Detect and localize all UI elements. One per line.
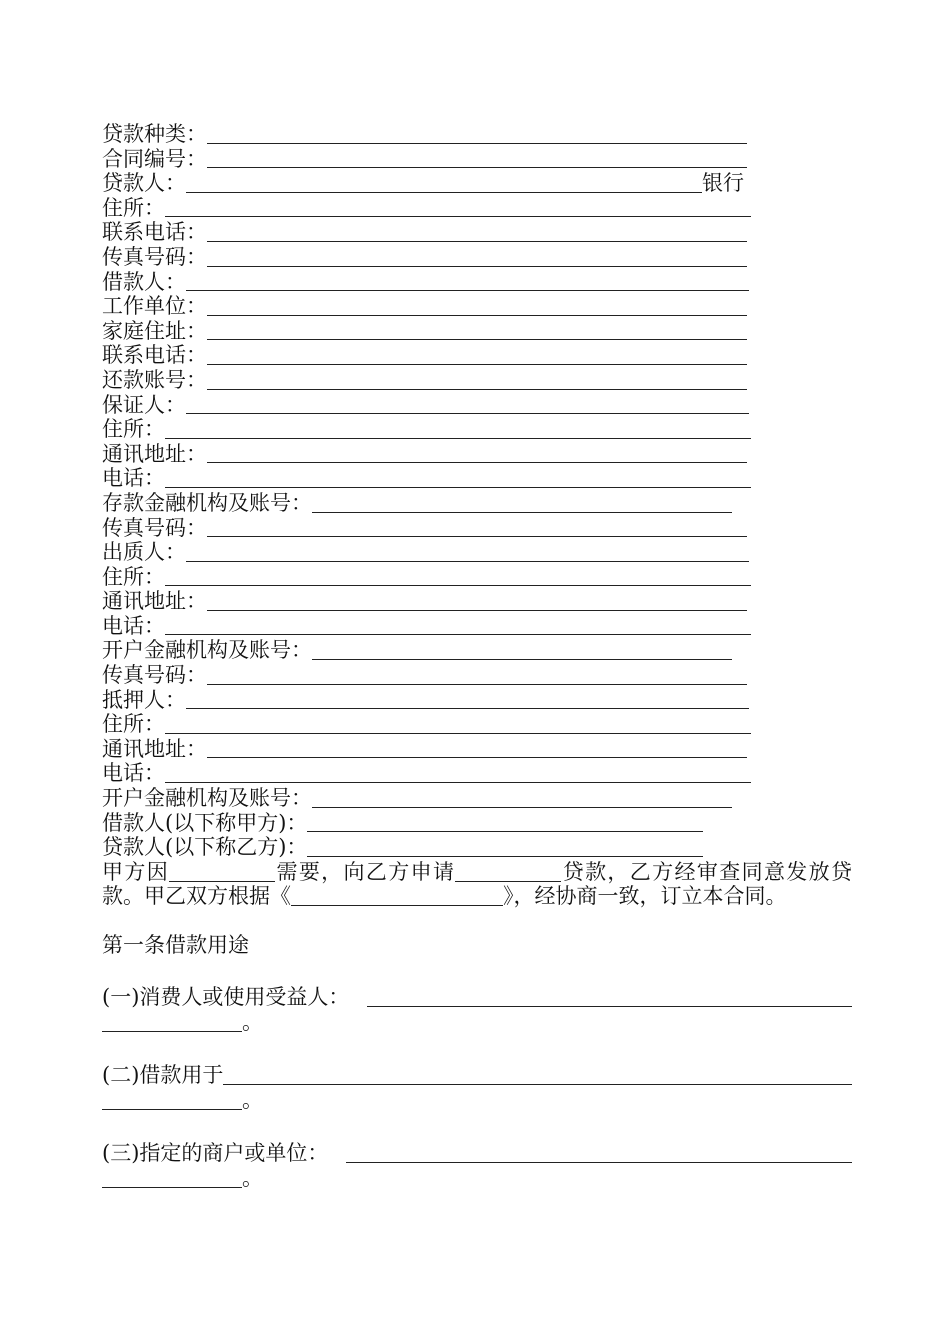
item-label: (三)指定的商户或单位： [102, 1141, 329, 1165]
field-lender-phone [102, 220, 852, 245]
fill-blank[interactable] [223, 1066, 852, 1085]
fill-blank[interactable] [207, 371, 747, 390]
item-end: 。 [242, 1009, 263, 1034]
fill-blank[interactable] [207, 125, 747, 144]
field-mortgagor-phone [102, 761, 852, 786]
fill-blank[interactable] [207, 346, 747, 365]
field-label: 住所： [102, 417, 165, 442]
fill-blank[interactable] [165, 198, 751, 217]
field-guarantor-mailing [102, 442, 852, 467]
intro-text-3: 贷款，乙方经审查同意发放贷款。甲乙双方根据《 [102, 859, 853, 909]
field-label: 合同编号： [102, 146, 207, 171]
fill-blank[interactable] [207, 297, 747, 316]
field-guarantor-address [102, 417, 852, 442]
field-repayment-account [102, 368, 852, 393]
field-label: 住所： [102, 195, 165, 220]
field-label: 电话： [102, 761, 165, 786]
fill-blank[interactable] [207, 149, 747, 168]
field-mortgagor-bank-account [102, 786, 852, 811]
field-label: 借款人： [102, 269, 186, 294]
field-label: 开户金融机构及账号： [102, 786, 312, 811]
fill-blank-continued[interactable] [102, 1013, 242, 1032]
fill-blank[interactable] [312, 494, 732, 513]
intro-paragraph [102, 860, 852, 909]
item-end: 。 [242, 1087, 263, 1112]
field-label: 通讯地址： [102, 589, 207, 614]
field-label: 传真号码： [102, 663, 207, 688]
field-pledgor [102, 540, 852, 565]
field-label: 住所： [102, 712, 165, 737]
field-label: 电话： [102, 466, 165, 491]
field-loan-type [102, 122, 852, 147]
article-1-item-1 [102, 982, 852, 1036]
field-guarantor-fax [102, 516, 852, 541]
fill-blank[interactable] [207, 518, 747, 537]
spacer [102, 909, 852, 933]
field-pledgor-fax [102, 663, 852, 688]
party-info-fields [102, 122, 852, 860]
fill-blank[interactable] [186, 395, 749, 414]
field-label: 通讯地址： [102, 736, 207, 761]
article-1-item-3 [102, 1138, 852, 1192]
fill-blank[interactable] [207, 592, 747, 611]
field-suffix: 银行 [702, 171, 744, 196]
fill-blank[interactable] [207, 321, 747, 340]
intro-text-2: 需要，向乙方申请 [275, 859, 456, 884]
field-label: 抵押人： [102, 687, 186, 712]
fill-blank[interactable] [165, 567, 751, 586]
item-end: 。 [242, 1165, 263, 1190]
spacer [102, 958, 852, 982]
field-contract-number [102, 147, 852, 172]
field-label: 电话： [102, 613, 165, 638]
field-guarantor [102, 393, 852, 418]
field-borrower [102, 270, 852, 295]
fill-blank-purpose[interactable] [169, 863, 275, 882]
contract-page [102, 122, 852, 1192]
fill-blank[interactable] [165, 469, 751, 488]
field-label: 保证人： [102, 392, 186, 417]
fill-blank[interactable] [165, 715, 751, 734]
field-lender-fax [102, 245, 852, 270]
field-label: 住所： [102, 564, 165, 589]
field-label: 联系电话： [102, 220, 207, 245]
field-pledgor-phone [102, 614, 852, 639]
field-mortgagor-mailing [102, 737, 852, 762]
fill-blank[interactable] [207, 739, 747, 758]
fill-blank[interactable] [207, 248, 747, 267]
fill-blank-loan-type[interactable] [455, 863, 561, 882]
fill-blank[interactable] [186, 690, 749, 709]
article-1-heading: 第一条借款用途 [102, 933, 249, 957]
fill-blank[interactable] [186, 174, 702, 193]
field-pledgor-mailing [102, 589, 852, 614]
field-label: 传真号码： [102, 244, 207, 269]
item-label: (二)借款用于 [102, 1063, 224, 1087]
fill-blank[interactable] [186, 543, 749, 562]
field-mortgagor-address [102, 712, 852, 737]
field-label: 贷款人(以下称乙方)： [102, 835, 308, 860]
intro-text-1: 甲方因 [102, 859, 170, 884]
field-employer [102, 294, 852, 319]
field-label: 工作单位： [102, 294, 207, 319]
field-home-address [102, 319, 852, 344]
fill-blank[interactable] [307, 838, 703, 857]
field-borrower-phone [102, 343, 852, 368]
fill-blank[interactable] [207, 666, 747, 685]
fill-blank[interactable] [165, 764, 751, 783]
item-label: (一)消费人或使用受益人： [102, 985, 350, 1009]
field-mortgagor [102, 688, 852, 713]
fill-blank[interactable] [207, 444, 747, 463]
field-label: 开户金融机构及账号： [102, 638, 312, 663]
field-label: 贷款种类： [102, 122, 207, 146]
field-pledgor-address [102, 565, 852, 590]
fill-blank[interactable] [367, 988, 852, 1007]
field-label: 贷款人： [102, 171, 186, 196]
fill-blank-continued[interactable] [102, 1091, 242, 1110]
field-lender-address [102, 196, 852, 221]
fill-blank[interactable] [165, 616, 751, 635]
field-label: 出质人： [102, 540, 186, 565]
field-guarantor-deposit-account [102, 491, 852, 516]
spacer [102, 1036, 852, 1060]
field-guarantor-phone [102, 466, 852, 491]
fill-blank-law-name[interactable] [291, 887, 503, 906]
field-label: 通讯地址： [102, 441, 207, 466]
fill-blank[interactable] [307, 813, 703, 832]
fill-blank[interactable] [207, 223, 747, 242]
fill-blank-continued[interactable] [102, 1169, 242, 1188]
fill-blank[interactable] [346, 1144, 852, 1163]
fill-blank[interactable] [186, 272, 749, 291]
intro-text-4: 》，经协商一致，订立本合同。 [503, 884, 787, 909]
fill-blank[interactable] [165, 420, 751, 439]
field-lender [102, 171, 852, 196]
article-1-item-2 [102, 1060, 852, 1114]
field-label: 还款账号： [102, 367, 207, 392]
field-label: 传真号码： [102, 515, 207, 540]
field-pledgor-bank-account [102, 638, 852, 663]
fill-blank[interactable] [312, 641, 732, 660]
field-party-a [102, 811, 852, 836]
spacer [102, 1114, 852, 1138]
field-label: 借款人(以下称甲方)： [102, 810, 308, 835]
field-label: 存款金融机构及账号： [102, 490, 312, 515]
field-label: 家庭住址： [102, 318, 207, 343]
field-party-b [102, 835, 852, 860]
fill-blank[interactable] [312, 789, 732, 808]
field-label: 联系电话： [102, 343, 207, 368]
